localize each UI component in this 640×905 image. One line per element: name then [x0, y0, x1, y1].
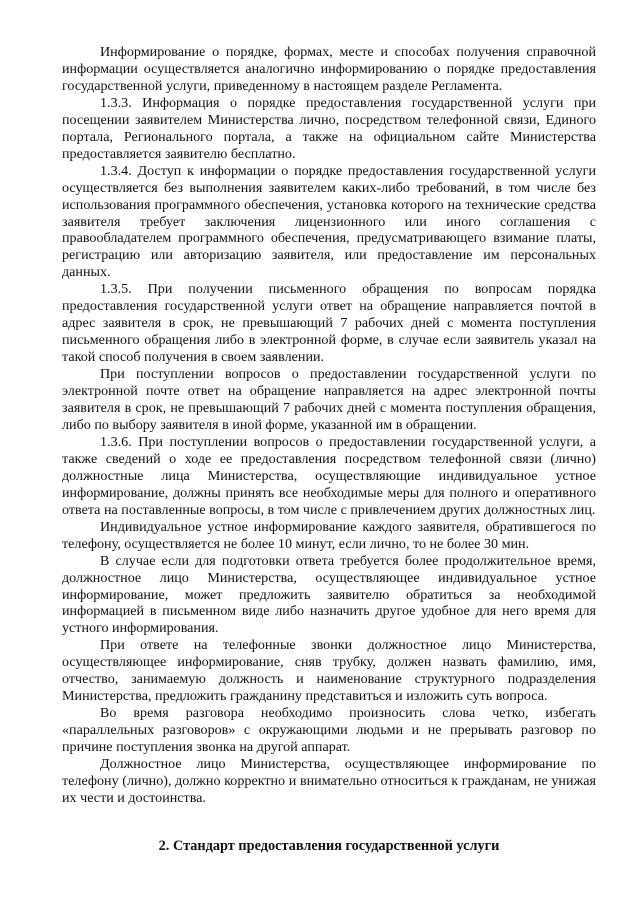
paragraph-courtesy: Должностное лицо Министерства, осуществляющее информирование по телефону (лично), должно корректно и внимательно относиться к гражданам, не унижая их чести и достоинства. — [62, 756, 596, 806]
paragraph-1-3-4: 1.3.4. Доступ к информации о порядке предоставления государственной услуги осуществляется без выполнения заявителем каких-либо требований, в том числе без использования программного обеспечения, установка которого на технические средства заявителя требует заключения лицензионного или иного соглашения с правообладателем программного обеспечения, предусматривающего взимание платы, регистрацию или авторизацию заявителя, или предоставление им персональных данных. — [62, 162, 596, 281]
paragraph-info-procedure: Информирование о порядке, формах, месте и способах получения справочной информации осуществляется аналогично информированию о порядке предоставления государственной услуги, приведенному в настоящем разделе Регламента. — [62, 44, 596, 94]
section-heading: 2. Стандарт предоставления государственной услуги — [158, 838, 500, 854]
paragraph-1-3-6: 1.3.6. При поступлении вопросов о предоставлении государственной услуги, а также сведений о ходе ее предоставления посредством телефонной связи (лично) должностные лица Министерства, осуществляющие индивидуальное устное информирование, должны принять все необходимые меры для полного и оперативного ответа на поставленные вопросы, в том числе с привлечением других должностных лиц. — [62, 433, 596, 518]
paragraph-1-3-3: 1.3.3. Информация о порядке предоставления государственной услуги при посещении заявителем Министерства лично, посредством телефонной связи, Единого портала, Регионального портала, а также на официальном сайте Министерства предоставляется заявителю бесплатно. — [62, 94, 596, 162]
paragraph-conversation-rules: Во время разговора необходимо произносить слова четко, избегать «параллельных разговоров» с окружающими людьми и не прерывать разговор по причине поступления звонка на другой аппарат. — [62, 705, 596, 756]
paragraph-longer-response: В случае если для подготовки ответа требуется более продолжительное время, должностное лицо Министерства, осуществляющее индивидуальное устное информирование, может предложить заявителю обратиться за необходимой информацией в письменном виде либо назначить другое удобное для него время для устного информирования. — [62, 552, 596, 637]
document-body — [62, 44, 596, 807]
paragraph-phone-answer: При ответе на телефонные звонки должностное лицо Министерства, осуществляющее информирование, сняв трубку, должен назвать фамилию, имя, отчество, занимаемую должность и наименование структурного подразделения Министерства, предложить гражданину представиться и изложить суть вопроса. — [62, 637, 596, 705]
paragraph-email-questions: При поступлении вопросов о предоставлении государственной услуги по электронной почте ответ на обращение направляется на адрес электронной почты заявителя в срок, не превышающий 7 рабочих дней с момента поступления обращения, либо по выбору заявителя в иной форме, указанной им в обращении. — [62, 366, 596, 433]
paragraph-oral-informing-duration: Индивидуальное устное информирование каждого заявителя, обратившегося по телефону, осуществляется не более 10 минут, если лично, то не более 30 мин. — [62, 518, 596, 552]
paragraph-1-3-5: 1.3.5. При получении письменного обращения по вопросам порядка предоставления государственной услуги ответ на обращение направляется почтой в адрес заявителя в срок, не превышающий 7 рабочих дней с момента поступления письменного обращения либо в электронной форме, в случае если заявитель указал на такой способ получения в своем заявлении. — [62, 281, 596, 366]
